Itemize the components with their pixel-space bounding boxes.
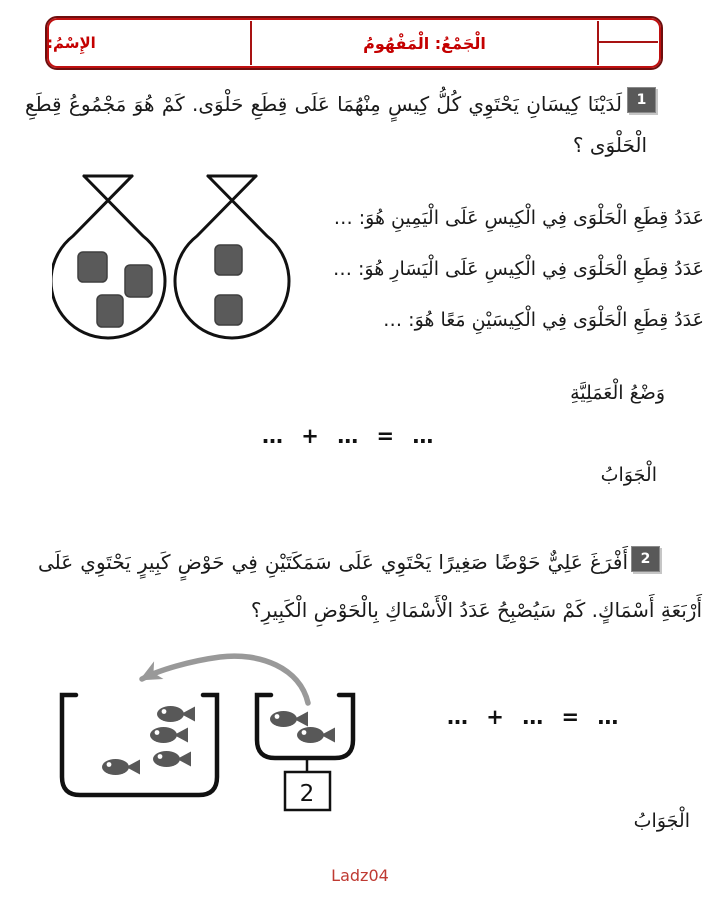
operation-setup-label: وَضْعُ الْعَمَلِيَّةِ — [570, 382, 665, 404]
question-1-badge: 1 — [627, 87, 656, 113]
fish-icon — [102, 759, 140, 775]
footer-watermark: Ladz04 — [331, 866, 389, 885]
header-divider-vertical-right — [597, 21, 599, 65]
header-table — [45, 16, 663, 70]
fish-tanks-figure — [45, 648, 405, 818]
candy-count-line-right-bag: عَدَدُ قِطَعِ الْحَلْوَى فِي الْكِيسِ عَلَى الْيَمِينِ هُوَ: … — [333, 207, 704, 229]
header-divider-horizontal — [599, 41, 658, 43]
candy-count-line-left-bag: عَدَدُ قِطَعِ الْحَلْوَى فِي الْكِيسِ عَلَى الْيَسَارِ هُوَ: … — [332, 258, 704, 280]
candy-piece — [215, 295, 242, 325]
fish-icon — [297, 727, 335, 743]
candy-piece — [97, 295, 123, 327]
candy-count-line-total: عَدَدُ قِطَعِ الْحَلْوَى فِي الْكِيسَيْنِ مَعًا هُوَ: … — [383, 309, 704, 331]
question-2-text-line-1: أَفْرَغَ عَلِيٌّ حَوْضًا صَغِيرًا يَحْتَوِي عَلَى سَمَكَتَيْنِ فِي حَوْضٍ كَبِيرٍ يَحْتَوِي عَلَى — [38, 550, 628, 574]
fish-icon — [270, 711, 308, 727]
bag-left — [52, 176, 165, 338]
fish-icon — [153, 751, 191, 767]
student-name-label: الإِسْمُ: — [47, 34, 96, 52]
transfer-arrow — [142, 656, 308, 703]
equation-blanks-2: … + … = … — [447, 705, 620, 729]
fish-icon — [157, 706, 195, 722]
equation-blanks-1: … + … = … — [262, 424, 435, 448]
candy-piece — [78, 252, 107, 282]
bag-right — [175, 176, 289, 338]
question-1-text-line-2: الْحَلْوَى ؟ — [572, 133, 647, 157]
small-tank — [257, 695, 353, 758]
question-1-text-line-1: لَدَيْنَا كِيسَانِ يَحْتَوِي كُلُّ كِيسٍ مِنْهُمَا عَلَى قِطَعِ حَلْوَى. كَمْ هُوَ مَجْمُوعُ قِطَعِ — [25, 92, 622, 116]
tank-count-label: 2 — [299, 781, 315, 807]
candy-piece — [215, 245, 242, 275]
candy-count-lines — [330, 193, 704, 346]
page-title: الْجَمْعُ: الْمَفْهُومُ — [363, 33, 486, 53]
candy-bags-figure — [52, 170, 302, 350]
question-2-badge: 2 — [631, 546, 660, 572]
candy-piece — [125, 265, 152, 297]
fish-icon — [150, 727, 188, 743]
question-2-text-line-2: أَرْبَعَةِ أَسْمَاكٍ. كَمْ سَيُصْبِحُ عَدَدُ الْأَسْمَاكِ بِالْحَوْضِ الْكَبِيرِ؟ — [250, 598, 702, 622]
answer-label-2: الْجَوَابُ — [633, 810, 690, 832]
answer-label-1: الْجَوَابُ — [600, 464, 657, 486]
